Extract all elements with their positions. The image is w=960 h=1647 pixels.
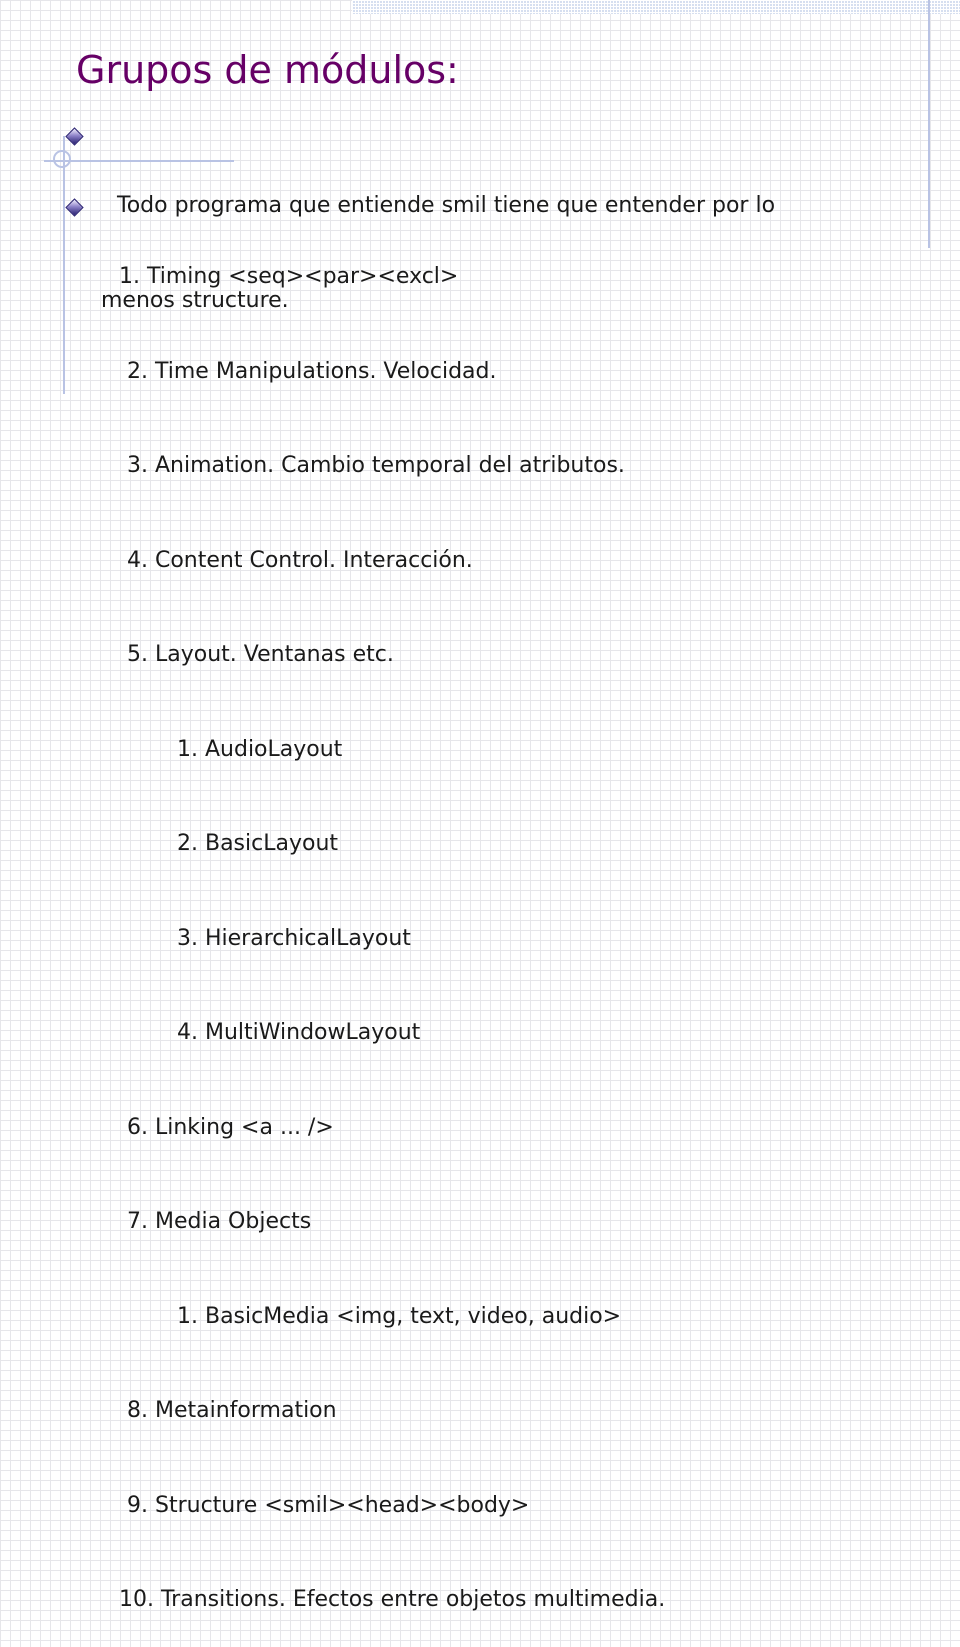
bullet-line: menos structure. [101, 287, 289, 313]
submodule-list-item: 4. MultiWindowLayout [177, 1020, 421, 1045]
submodule-list-item: 1. BasicMedia <img, text, video, audio> [177, 1303, 622, 1329]
module-list-item: 6. Linking <a ... /> [127, 1114, 334, 1140]
module-list-item: 10. Transitions. Efectos entre objetos multimedia. [119, 1587, 666, 1612]
decorative-vertical-line-right [928, 0, 930, 248]
bullet-item-module-list [101, 198, 665, 1647]
module-list-item: 1. Timing <seq><par><excl> [119, 264, 459, 289]
bullet-line: Todo programa que entiende smil tiene que entender por lo [117, 193, 776, 218]
submodule-list-item: 1. AudioLayout [177, 736, 343, 762]
decorative-vertical-line-left [63, 136, 65, 394]
module-list-item: 5. Layout. Ventanas etc. [127, 642, 394, 667]
module-list-item: 8. Metainformation [127, 1398, 337, 1423]
module-list-item: 3. Animation. Cambio temporal del atributos. [127, 453, 625, 478]
slide-title: Grupos de módulos: [76, 48, 459, 92]
header-band [352, 0, 960, 14]
module-list-item: 9. Structure <smil><head><body> [127, 1492, 530, 1518]
module-list-item: 7. Media Objects [127, 1209, 312, 1234]
submodule-list-item: 3. HierarchicalLayout [177, 925, 411, 951]
module-list-item: 2. Time Manipulations. Velocidad. [127, 358, 497, 384]
decorative-ring-icon [53, 150, 71, 168]
module-list-item: 4. Content Control. Interacción. [127, 547, 473, 573]
submodule-list-item: 2. BasicLayout [177, 831, 339, 856]
diamond-bullet-icon [65, 127, 83, 145]
diamond-bullet-icon [65, 198, 83, 216]
